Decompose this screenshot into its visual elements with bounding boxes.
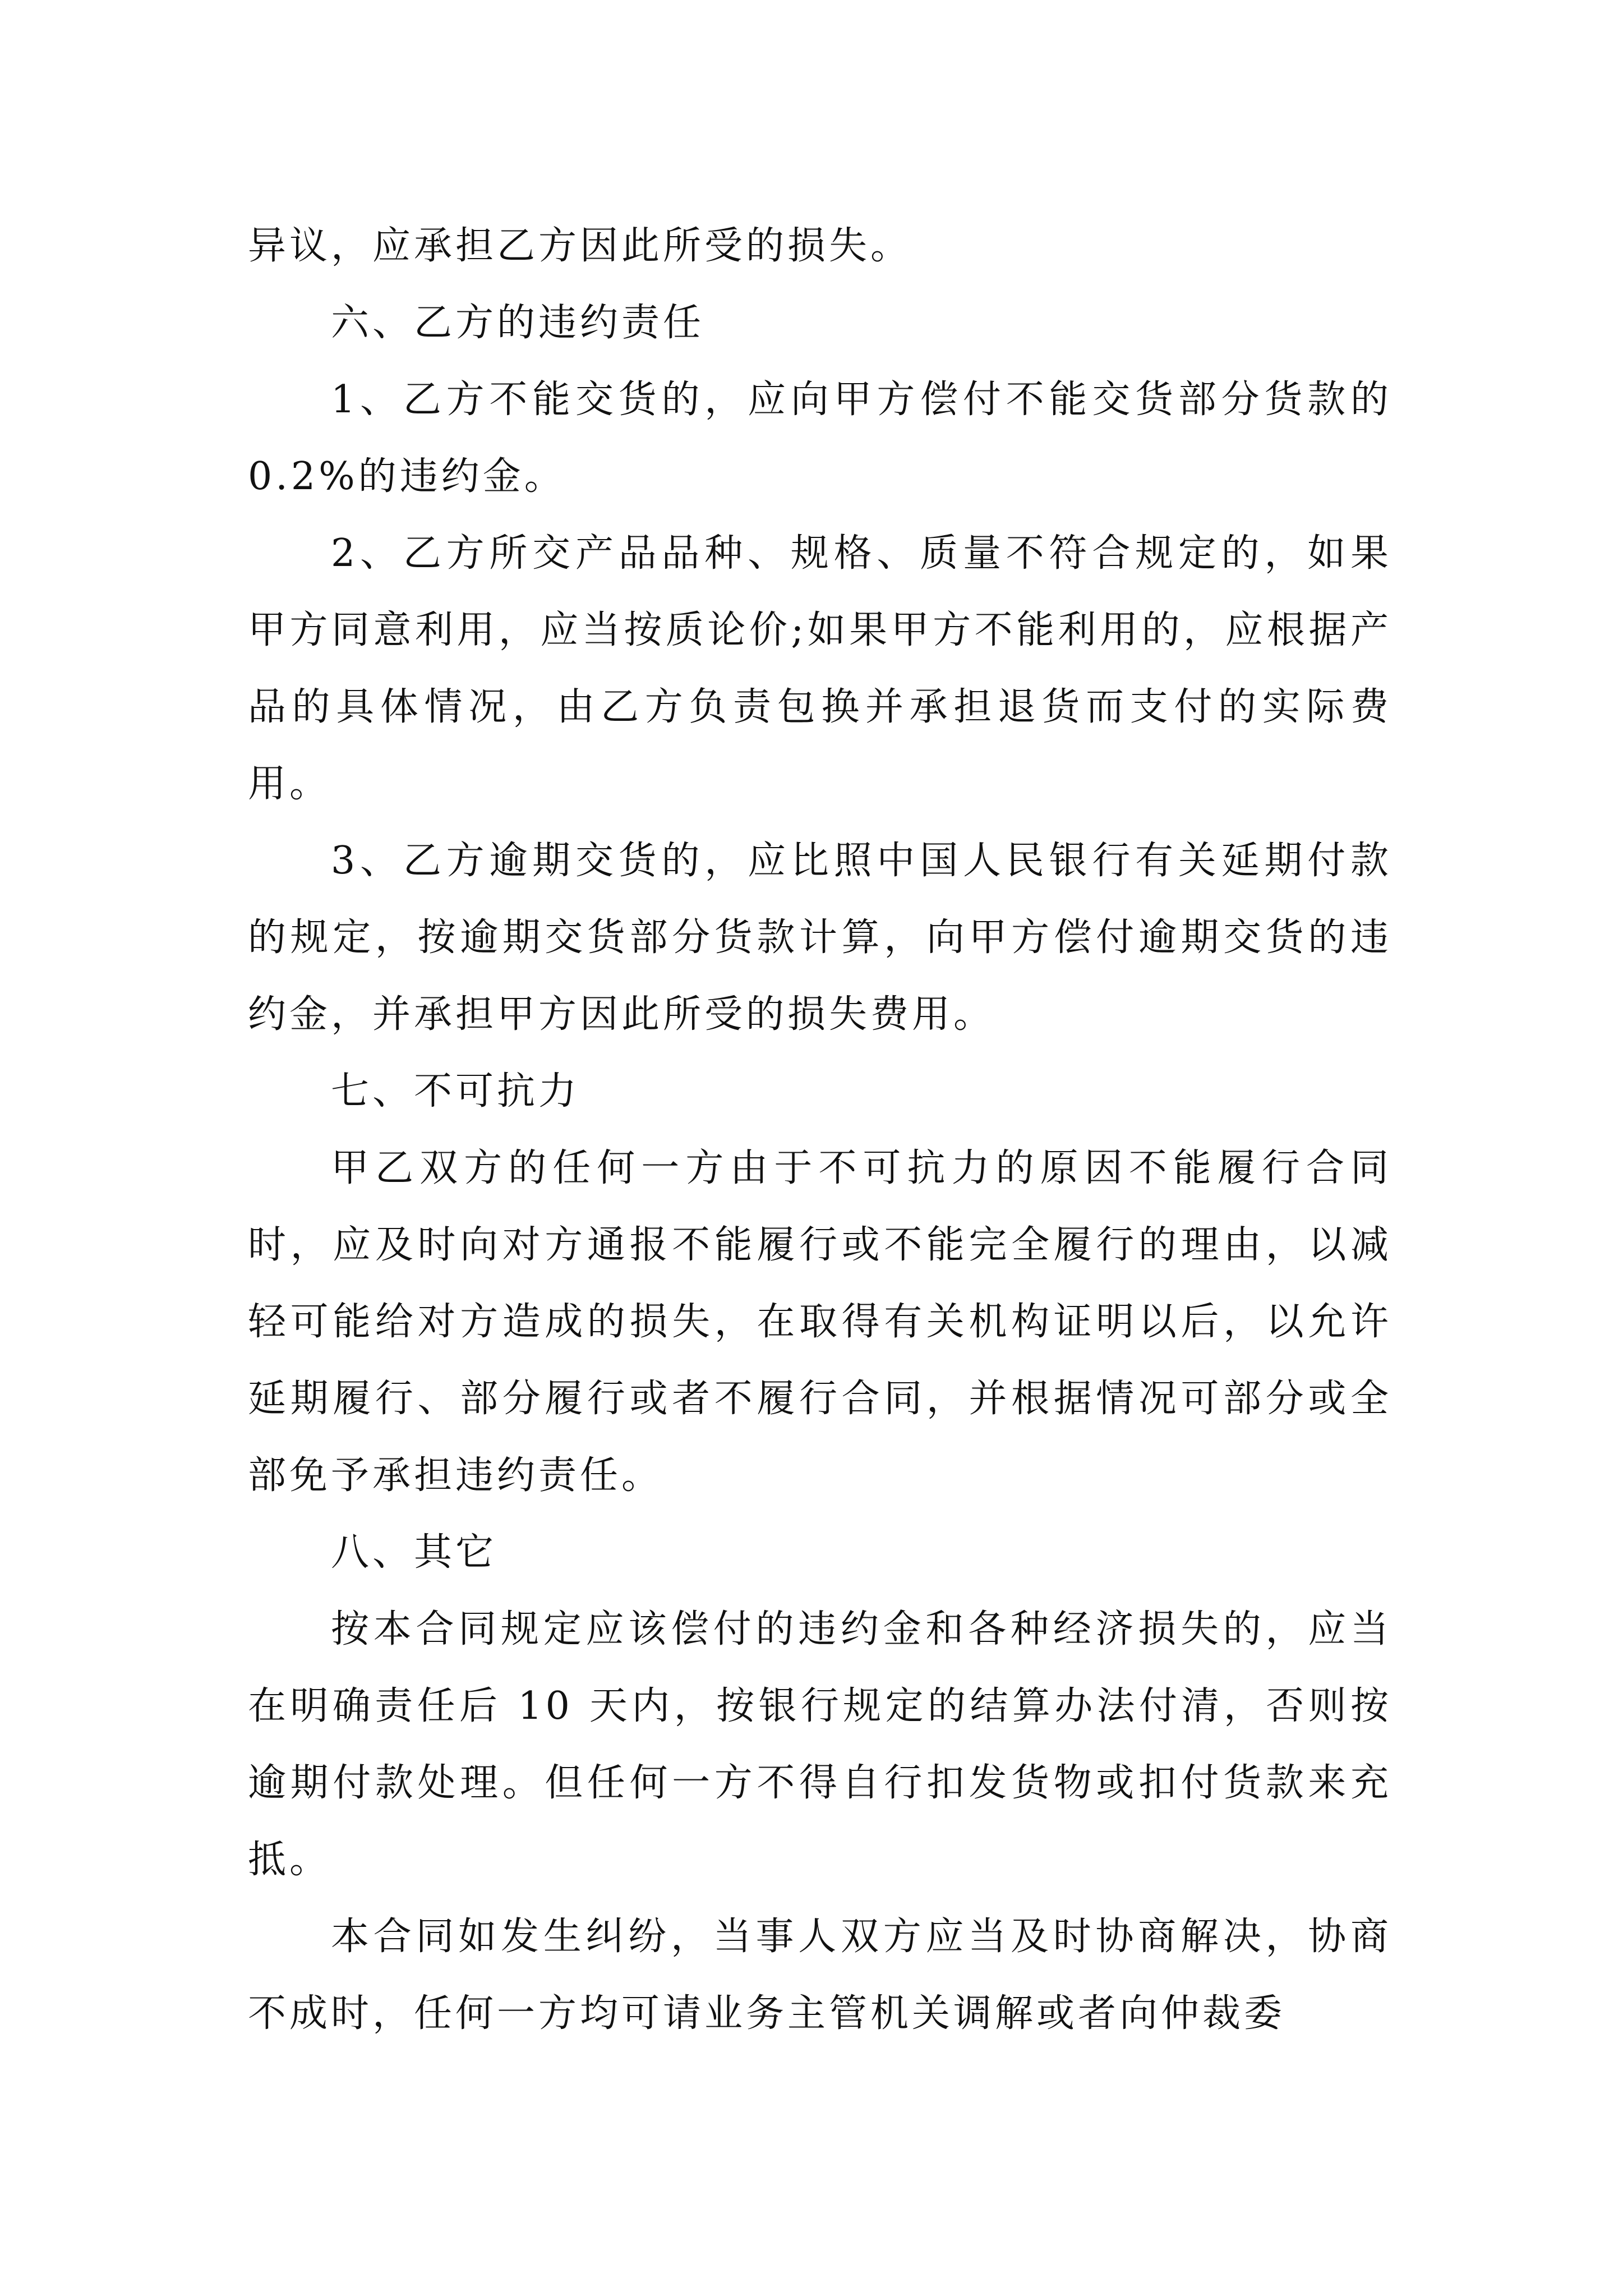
section-heading-force-majeure: 七、不可抗力	[331, 1069, 580, 1114]
paragraph-compensation: 按本合同规定应该偿付的违约金和各种经济损失的，应当在明确责任后 10 天内，按银行规定的结算办法付清，否则按逾期付款处理。但任何一方不得自行扣发货物或扣付货款来充抵。	[248, 1607, 1392, 1882]
paragraph-dispute: 本合同如发生纠纷，当事人双方应当及时协商解决，协商不成时，任何一方均可请业务主管机关调解或者向仲裁委	[248, 1915, 1392, 2036]
paragraph-force-majeure: 甲乙双方的任何一方由于不可抗力的原因不能履行合同时，应及时向对方通报不能履行或不能完全履行的理由，以减轻可能给对方造成的损失，在取得有关机构证明以后，以允许延期履行、部分履行或者不履行合同，并根据情况可部分或全部免予承担违约责任。	[248, 1146, 1392, 1498]
section-heading-breach-party-b: 六、乙方的违约责任	[331, 301, 705, 345]
paragraph-clause-1: 1、乙方不能交货的，应向甲方偿付不能交货部分货款的 0.2%的违约金。	[248, 378, 1392, 499]
paragraph-continuation: 异议，应承担乙方因此所受的损失。	[248, 224, 912, 268]
paragraph-clause-2: 2、乙方所交产品品种、规格、质量不符合规定的，如果甲方同意利用，应当按质论价;如果甲方不能利用的，应根据产品的具体情况，由乙方负责包换并承担退货而支付的实际费用。	[248, 531, 1392, 806]
paragraph-clause-3: 3、乙方逾期交货的，应比照中国人民银行有关延期付款的规定，按逾期交货部分货款计算，向甲方偿付逾期交货的违约金，并承担甲方因此所受的损失费用。	[248, 839, 1392, 1037]
document-body	[248, 208, 1392, 2052]
section-heading-other: 八、其它	[331, 1530, 497, 1575]
